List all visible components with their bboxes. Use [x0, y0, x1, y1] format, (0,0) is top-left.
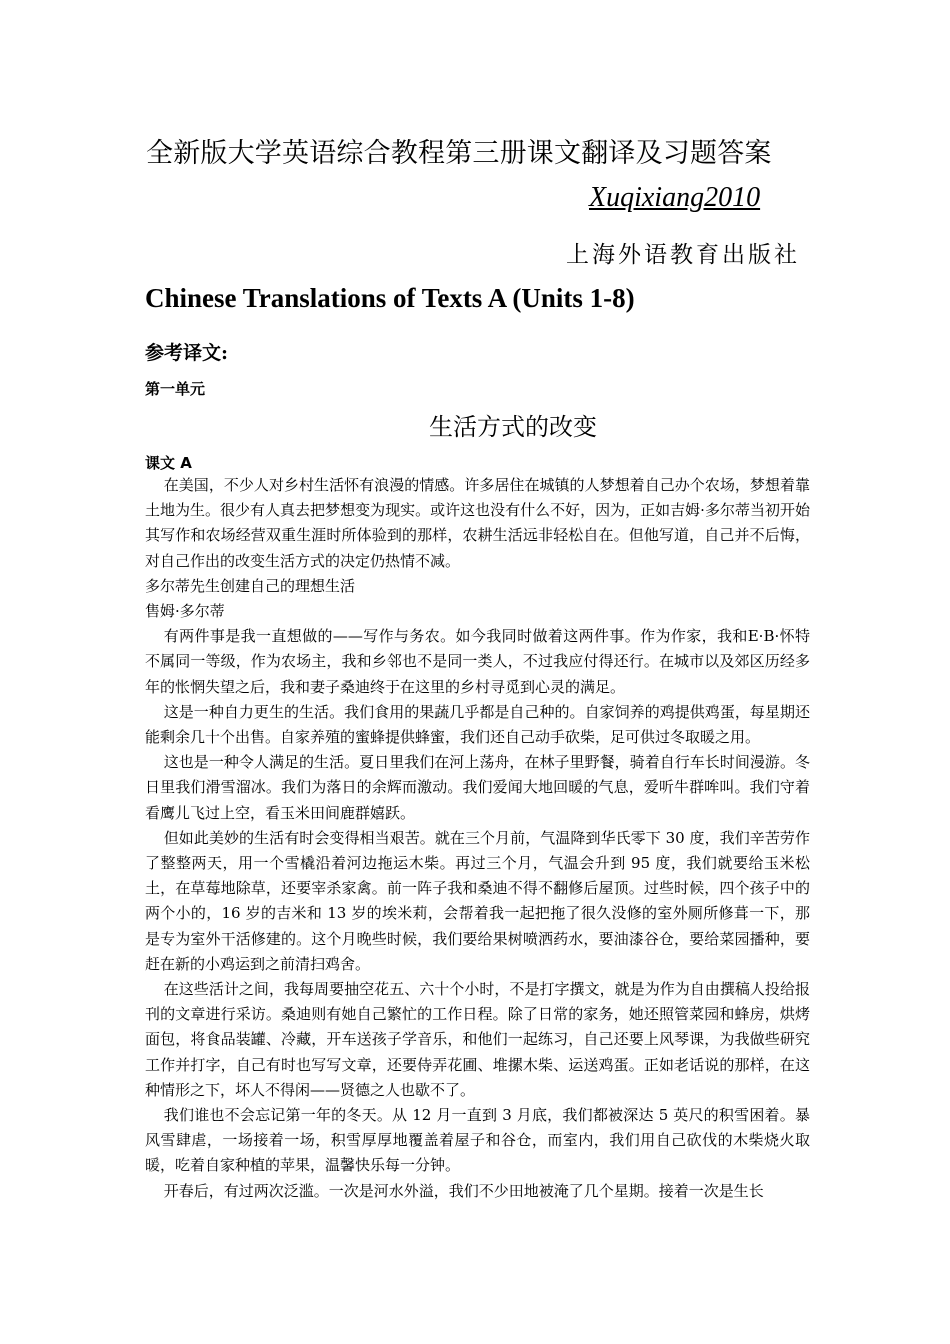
- unit-label: 第一单元: [145, 380, 206, 398]
- text-a-label: 课文 A: [145, 454, 192, 472]
- publisher-name: 上海外语教育出版社: [566, 242, 800, 268]
- paragraph: 我们谁也不会忘记第一年的冬天。从 12 月一直到 3 月底，我们都被深达 5 英尺的积雪困着。暴风雪肆虐，一场接着一场，积雪厚厚地覆盖着屋子和谷仓，而室内，我们用自己砍伐的木柴烧火取暖，吃着自家种植的苹果，温馨快乐每一分钟。: [145, 1106, 810, 1175]
- article-author: 售姆·多尔蒂: [145, 602, 225, 621]
- paragraph-intro: 在美国，不少人对乡村生活怀有浪漫的情感。许多居住在城镇的人梦想着自己办个农场，梦想着靠土地为生。很少有人真去把梦想变为现实。或许这也没有什么不好，因为，正如吉姆·多尔蒂当初开始其写作和农场经营双重生涯时所体验到的那样，农耕生活远非轻松自在。但他写道，自己并不后悔，对自己作出的改变生活方式的决定仍热情不减。: [145, 476, 810, 570]
- author-link[interactable]: Xuqixiang2010: [589, 182, 761, 213]
- paragraph: 有两件事是我一直想做的——写作与务农。如今我同时做着这两件事。作为作家，我和E·B·怀特不属同一等级，作为农场主，我和乡邻也不是同一类人，不过我应付得还行。在城市以及郊区历经多年的怅惘失望之后，我和妻子桑迪终于在这里的乡村寻觅到心灵的满足。: [145, 627, 810, 696]
- document-title: 全新版大学英语综合教程第三册课文翻译及习题答案: [146, 138, 772, 169]
- lesson-title-row: [0, 407, 950, 442]
- lesson-title: 生活方式的改变: [429, 413, 597, 441]
- english-heading: Chinese Translations of Texts A (Units 1-8): [145, 283, 635, 313]
- paragraph: 但如此美妙的生活有时会变得相当艰苦。就在三个月前，气温降到华氏零下 30 度，我们辛苦劳作了整整两天，用一个雪橇沿着河边拖运木柴。再过三个月，气温会升到 95 度，我们就要给玉米松土，在草莓地除草，还要宰杀家禽。前一阵子我和桑迪不得不翻修后屋顶。过些时候，四个孩子中的两个小的，16 岁的吉米和 13 岁的埃米莉，会帮着我一起把拖了很久没修的室外厕所修葺一下，那是专为室外干活修建的。这个月晚些时候，我们要给果树喷洒药水，要油漆谷仓，要给菜园播种，要赶在新的小鸡运到之前清扫鸡舍。: [145, 828, 810, 973]
- paragraph: 这也是一种令人满足的生活。夏日里我们在河上荡舟，在林子里野餐，骑着自行车长时间漫游。冬日里我们滑雪溜冰。我们为落日的余辉而激动。我们爱闻大地回暖的气息，爱听牛群哞叫。我们守着看鹰儿飞过上空，看玉米田间鹿群嬉跃。: [145, 753, 810, 822]
- paragraph: 这是一种自力更生的生活。我们食用的果蔬几乎都是自己种的。自家饲养的鸡提供鸡蛋，每星期还能剩余几十个出售。自家养殖的蜜蜂提供蜂蜜，我们还自己动手砍柴，足可供过冬取暖之用。: [145, 702, 810, 747]
- article-title: 多尔蒂先生创建自己的理想生活: [145, 576, 356, 595]
- body-text: [145, 473, 810, 1204]
- paragraph: 开春后，有过两次泛滥。一次是河水外溢，我们不少田地被淹了几个星期。接着一次是生长: [163, 1181, 764, 1200]
- paragraph: 在这些活计之间，我每周要抽空花五、六十个小时，不是打字撰文，就是为作为自由撰稿人投给报刊的文章进行采访。桑迪则有她自己繁忙的工作日程。除了日常的家务，她还照管菜园和蜂房，烘烤面包，将食品装罐、冷藏，开车送孩子学音乐，和他们一起练习，自己还要上风琴课，为我做些研究工作并打字，自己有时也写写文章，还要侍弄花圃、堆摞木柴、运送鸡蛋。正如老话说的那样，在这种情形之下，坏人不得闲——贤德之人也歇不了。: [145, 980, 810, 1099]
- reference-translation-label: 参考译文:: [145, 342, 229, 364]
